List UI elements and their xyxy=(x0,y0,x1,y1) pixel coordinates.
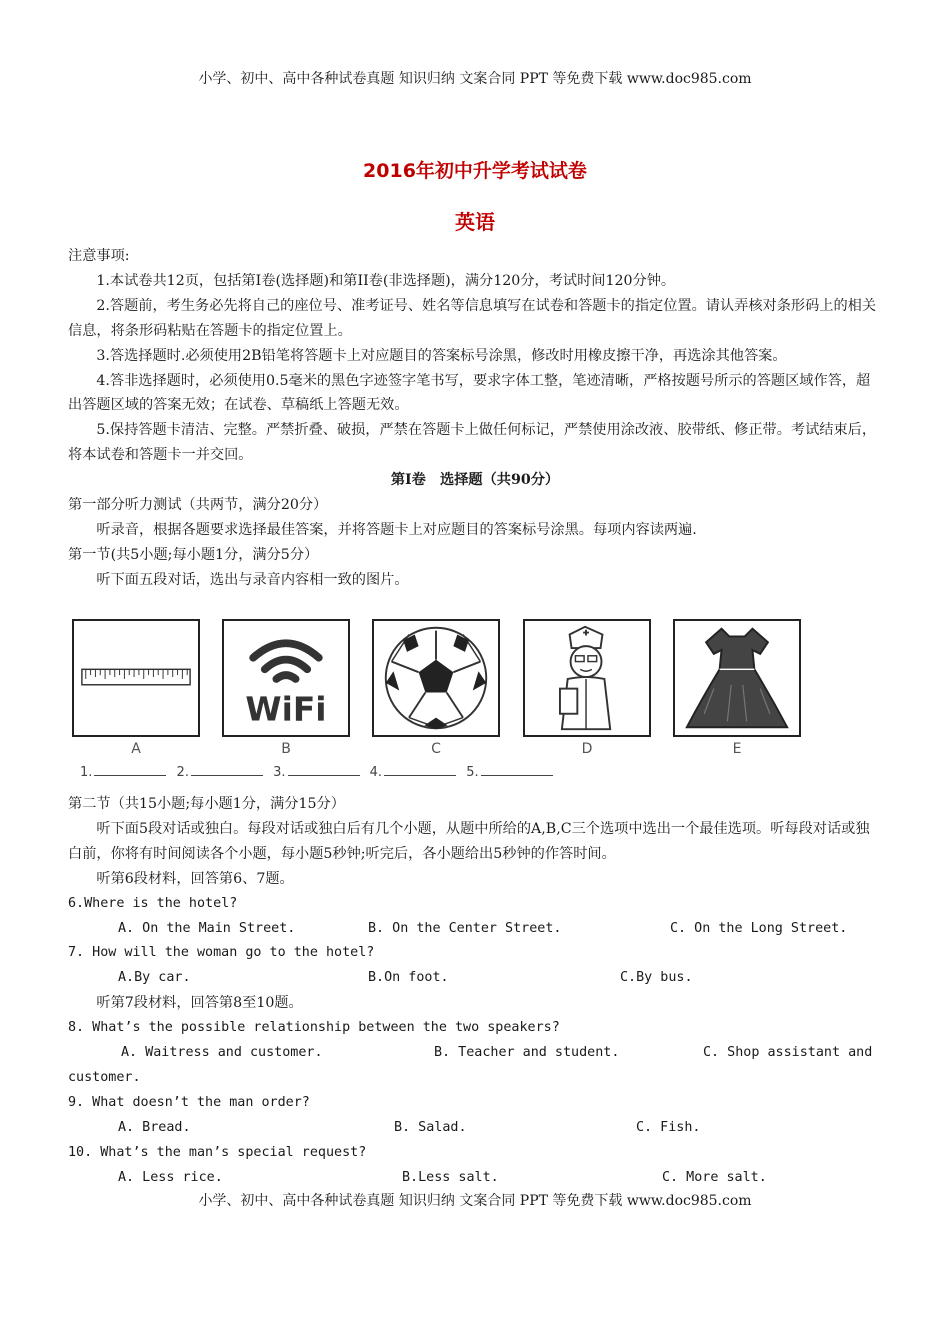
picture-label: E xyxy=(732,741,742,757)
question-stem: 6.Where is the hotel? xyxy=(68,895,238,911)
option-a: A. Bread. xyxy=(118,1119,191,1135)
picture-label: B xyxy=(281,741,291,757)
page-footer: 小学、初中、高中各种试卷真题 知识归纳 文案合同 PPT 等免费下载 www.doc985.com xyxy=(198,1193,752,1209)
soccer-ball-icon xyxy=(374,621,498,735)
subsection2-block xyxy=(68,792,882,1190)
wifi-icon xyxy=(224,621,348,735)
answer-blank[interactable] xyxy=(481,763,553,776)
question-options xyxy=(68,1041,882,1066)
question-options xyxy=(68,1116,882,1141)
question-options xyxy=(68,1166,882,1191)
option-c: C. Shop assistant and xyxy=(703,1045,873,1061)
page-header: 小学、初中、高中各种试卷真题 知识归纳 文案合同 PPT 等免费下载 www.doc985.com xyxy=(198,71,752,87)
notice-item: 1.本试卷共12页，包括第I卷(选择题)和第II卷(非选择题)，满分120分，考试时间120分钟。 xyxy=(96,272,676,289)
notice-item: 4.答非选择题时，必须使用0.5毫米的黑色字迹签字笔书写，要求字体工整，笔迹清晰，严格按题号所示的答题区域作答，超出答题区域的答案无效；在试卷、草稿纸上答题无效。 xyxy=(68,372,871,414)
option-c: C.By bus. xyxy=(620,970,693,986)
notice-item: 3.答选择题时.必须使用2B铅笔将答题卡上对应题目的答案标号涂黑，修改时用橡皮擦干净，再选涂其他答案。 xyxy=(96,347,787,364)
question-stem: 8. What’s the possible relationship between the two speakers? xyxy=(68,1020,560,1036)
notice-block xyxy=(68,244,882,593)
ruler-icon xyxy=(74,621,198,735)
question-stem: 7. How will the woman go to the hotel? xyxy=(68,945,375,961)
subsection1-instruction: 听下面五段对话，选出与录音内容相一致的图片。 xyxy=(96,571,409,588)
option-b: B. Salad. xyxy=(394,1119,467,1135)
blank-number: 5. xyxy=(466,765,479,780)
answer-blank[interactable] xyxy=(288,763,360,776)
doctor-icon xyxy=(525,621,649,735)
picture-d xyxy=(523,619,651,737)
material-instruction: 听第7段材料，回答第8至10题。 xyxy=(96,995,303,1012)
subsection2-instruction: 听下面5段对话或独白。每段对话或独白后有几个小题，从题中所给的A,B,C三个选项中选出一个最佳选项。听每段对话或独白前，你将有时间阅读各个小题，每小题5秒钟;听完后，各小题给出5秒钟的作答时间。 xyxy=(68,820,870,862)
option-b: B.On foot. xyxy=(368,970,449,986)
picture-e xyxy=(673,619,801,737)
option-c-continued: customer. xyxy=(68,1069,141,1085)
picture-a xyxy=(72,619,200,737)
option-a: A. Less rice. xyxy=(118,1169,223,1185)
subsection2-heading: 第二节（共15小题;每小题1分，满分15分） xyxy=(68,796,345,812)
blank-number: 1. xyxy=(80,765,93,780)
answer-blanks xyxy=(80,763,559,780)
notice-item: 2.答题前，考生务必先将自己的座位号、准考证号、姓名等信息填写在试卷和答题卡的指定位置。请认弄核对条形码上的相关信息，将条形码粘贴在答题卡的指定位置上。 xyxy=(68,297,877,339)
option-b: B. Teacher and student. xyxy=(434,1045,620,1061)
answer-blank[interactable] xyxy=(191,763,263,776)
blank-number: 3. xyxy=(273,765,286,780)
answer-blank[interactable] xyxy=(94,763,166,776)
question-stem: 10. What’s the man’s special request? xyxy=(68,1144,367,1160)
material-instruction: 听第6段材料，回答第6、7题。 xyxy=(96,870,294,887)
option-b: B. On the Center Street. xyxy=(368,920,562,936)
subsection1-heading: 第一节(共5小题;每小题1分，满分5分） xyxy=(68,546,319,563)
option-c: C. More salt. xyxy=(662,1169,767,1185)
question-options xyxy=(68,966,882,991)
blank-number: 2. xyxy=(176,765,189,780)
notice-item: 5.保持答题卡清洁、完整。严禁折叠、破损，严禁在答题卡上做任何标记，严禁使用涂改液、胶带纸、修正带。考试结束后，将本试卷和答题卡一并交回。 xyxy=(68,422,877,464)
picture-options xyxy=(72,617,812,787)
question-stem: 9. What doesn’t the man order? xyxy=(68,1094,310,1110)
volume-heading: 第I卷 选择题（共90分） xyxy=(390,472,560,489)
picture-label: C xyxy=(431,741,441,757)
subject-title: 英语 xyxy=(455,210,495,234)
picture-c xyxy=(372,619,500,737)
option-b: B.Less salt. xyxy=(402,1169,499,1185)
listening-instruction: 听录音，根据各题要求选择最佳答案，并将答题卡上对应题目的答案标号涂黑。每项内容读两遍. xyxy=(96,521,697,538)
option-a: A. Waitress and customer. xyxy=(121,1045,323,1061)
picture-b xyxy=(222,619,350,737)
option-a: A.By car. xyxy=(118,970,191,986)
question-options xyxy=(68,917,882,942)
exam-title: 2016年初中升学考试试卷 xyxy=(363,160,587,182)
dress-icon xyxy=(675,621,799,735)
notice-heading: 注意事项: xyxy=(68,248,130,264)
answer-blank[interactable] xyxy=(384,763,456,776)
option-c: C. On the Long Street. xyxy=(670,920,848,936)
section-heading: 第一部分听力测试（共两节，满分20分） xyxy=(68,497,328,514)
wifi-text: WiFi xyxy=(245,690,327,729)
blank-number: 4. xyxy=(369,765,383,780)
option-c: C. Fish. xyxy=(636,1119,701,1135)
option-a: A. On the Main Street. xyxy=(118,920,296,936)
picture-label: D xyxy=(581,741,593,757)
picture-label: A xyxy=(131,741,141,757)
